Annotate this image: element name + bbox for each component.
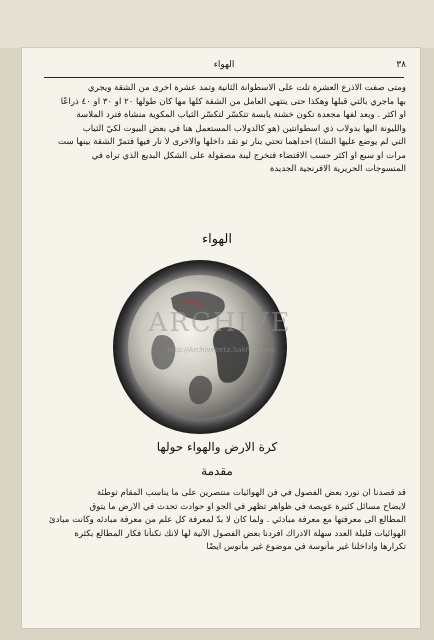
paragraph-intro [44,487,406,555]
globe-illustration [111,258,289,436]
text-line: بها ماجري بالتي قبلها وهكذا حتى ينتهي العامل من الشقة كلها مها كان طولها ٢٠ او ٣٠ او ٤٠ ذراعًا [60,96,406,107]
page-number: ٣٨ [396,60,406,70]
text-line: الهوائيات قليلة العدد سهلة الادراك افردنا بعض الفصول الآتية لها لانك نكنأنا فكار المطالع بكثرة [74,528,406,539]
figure-caption: كرة الارض والهواء حولها [156,440,278,454]
running-title: الهواء [213,60,235,70]
globe-svg [111,258,289,436]
text-line: والليونة اليها بدولاب ذي اسطوانتين (هو كالدولاب المستعمل هنا في بعض البيوت لكيّ الثياب [82,123,406,134]
text-line: قد قصدنا ان نورد بعض الفصول في فن الهوائيات منتصرين على ما يناسب المقام توطئة [96,488,406,498]
watermark-url: http://Archivebeta.Sakhrit.com [167,346,275,354]
watermark-logo: ARCHIVE [148,308,292,338]
page-header [42,60,406,74]
text-line: ومتى صفت الاذرع العشرة تلت على الاسطوانة الثانية وتمد عشرة اخرى من الشقة ويجري [87,83,406,93]
text-line: مرات او سبع او اكثر حسب الاقتضاء فتخرج لينة مصقولة على الشكل البديع الذي تراه في [91,150,406,161]
header-rule [44,77,404,78]
text-line: تكرارها واداخلنا غير مأنوسة في موضوع غير مأنوس ايضًا [206,542,406,552]
figure-title: الهواء [201,232,232,247]
text-line: المطالع الى معرفتها مع معرفة مبادئي . ولما كان لا بدّ لمعرفة كل علم من معرفة مبادئه وكانت مبادئ [49,515,406,525]
paragraph-top [44,82,406,177]
text-line: التي لم يوضع عليها النشا) احداهما تحتي بنار تو تقد داخلها والاخرى لا نار فيها فتمرّ الشقة بينها ست [58,137,406,147]
text-line: لايضاح مسائل كثيرة عويصة في ظواهر تظهر في الجو او حوادث تحدث في الارض ما يتوق [89,501,406,512]
text-line: او اكثر . وبعد لفها مجعدة تكون خشنة يابسة تتكسّر لتكسّر الثياب المكوية منشاة فترد الملاسة [76,110,406,120]
section-title: مقدمة [201,464,233,478]
scan-border [0,0,434,48]
text-line: المنسوجات الحريرية الافرنجية الجديدة [269,164,406,174]
